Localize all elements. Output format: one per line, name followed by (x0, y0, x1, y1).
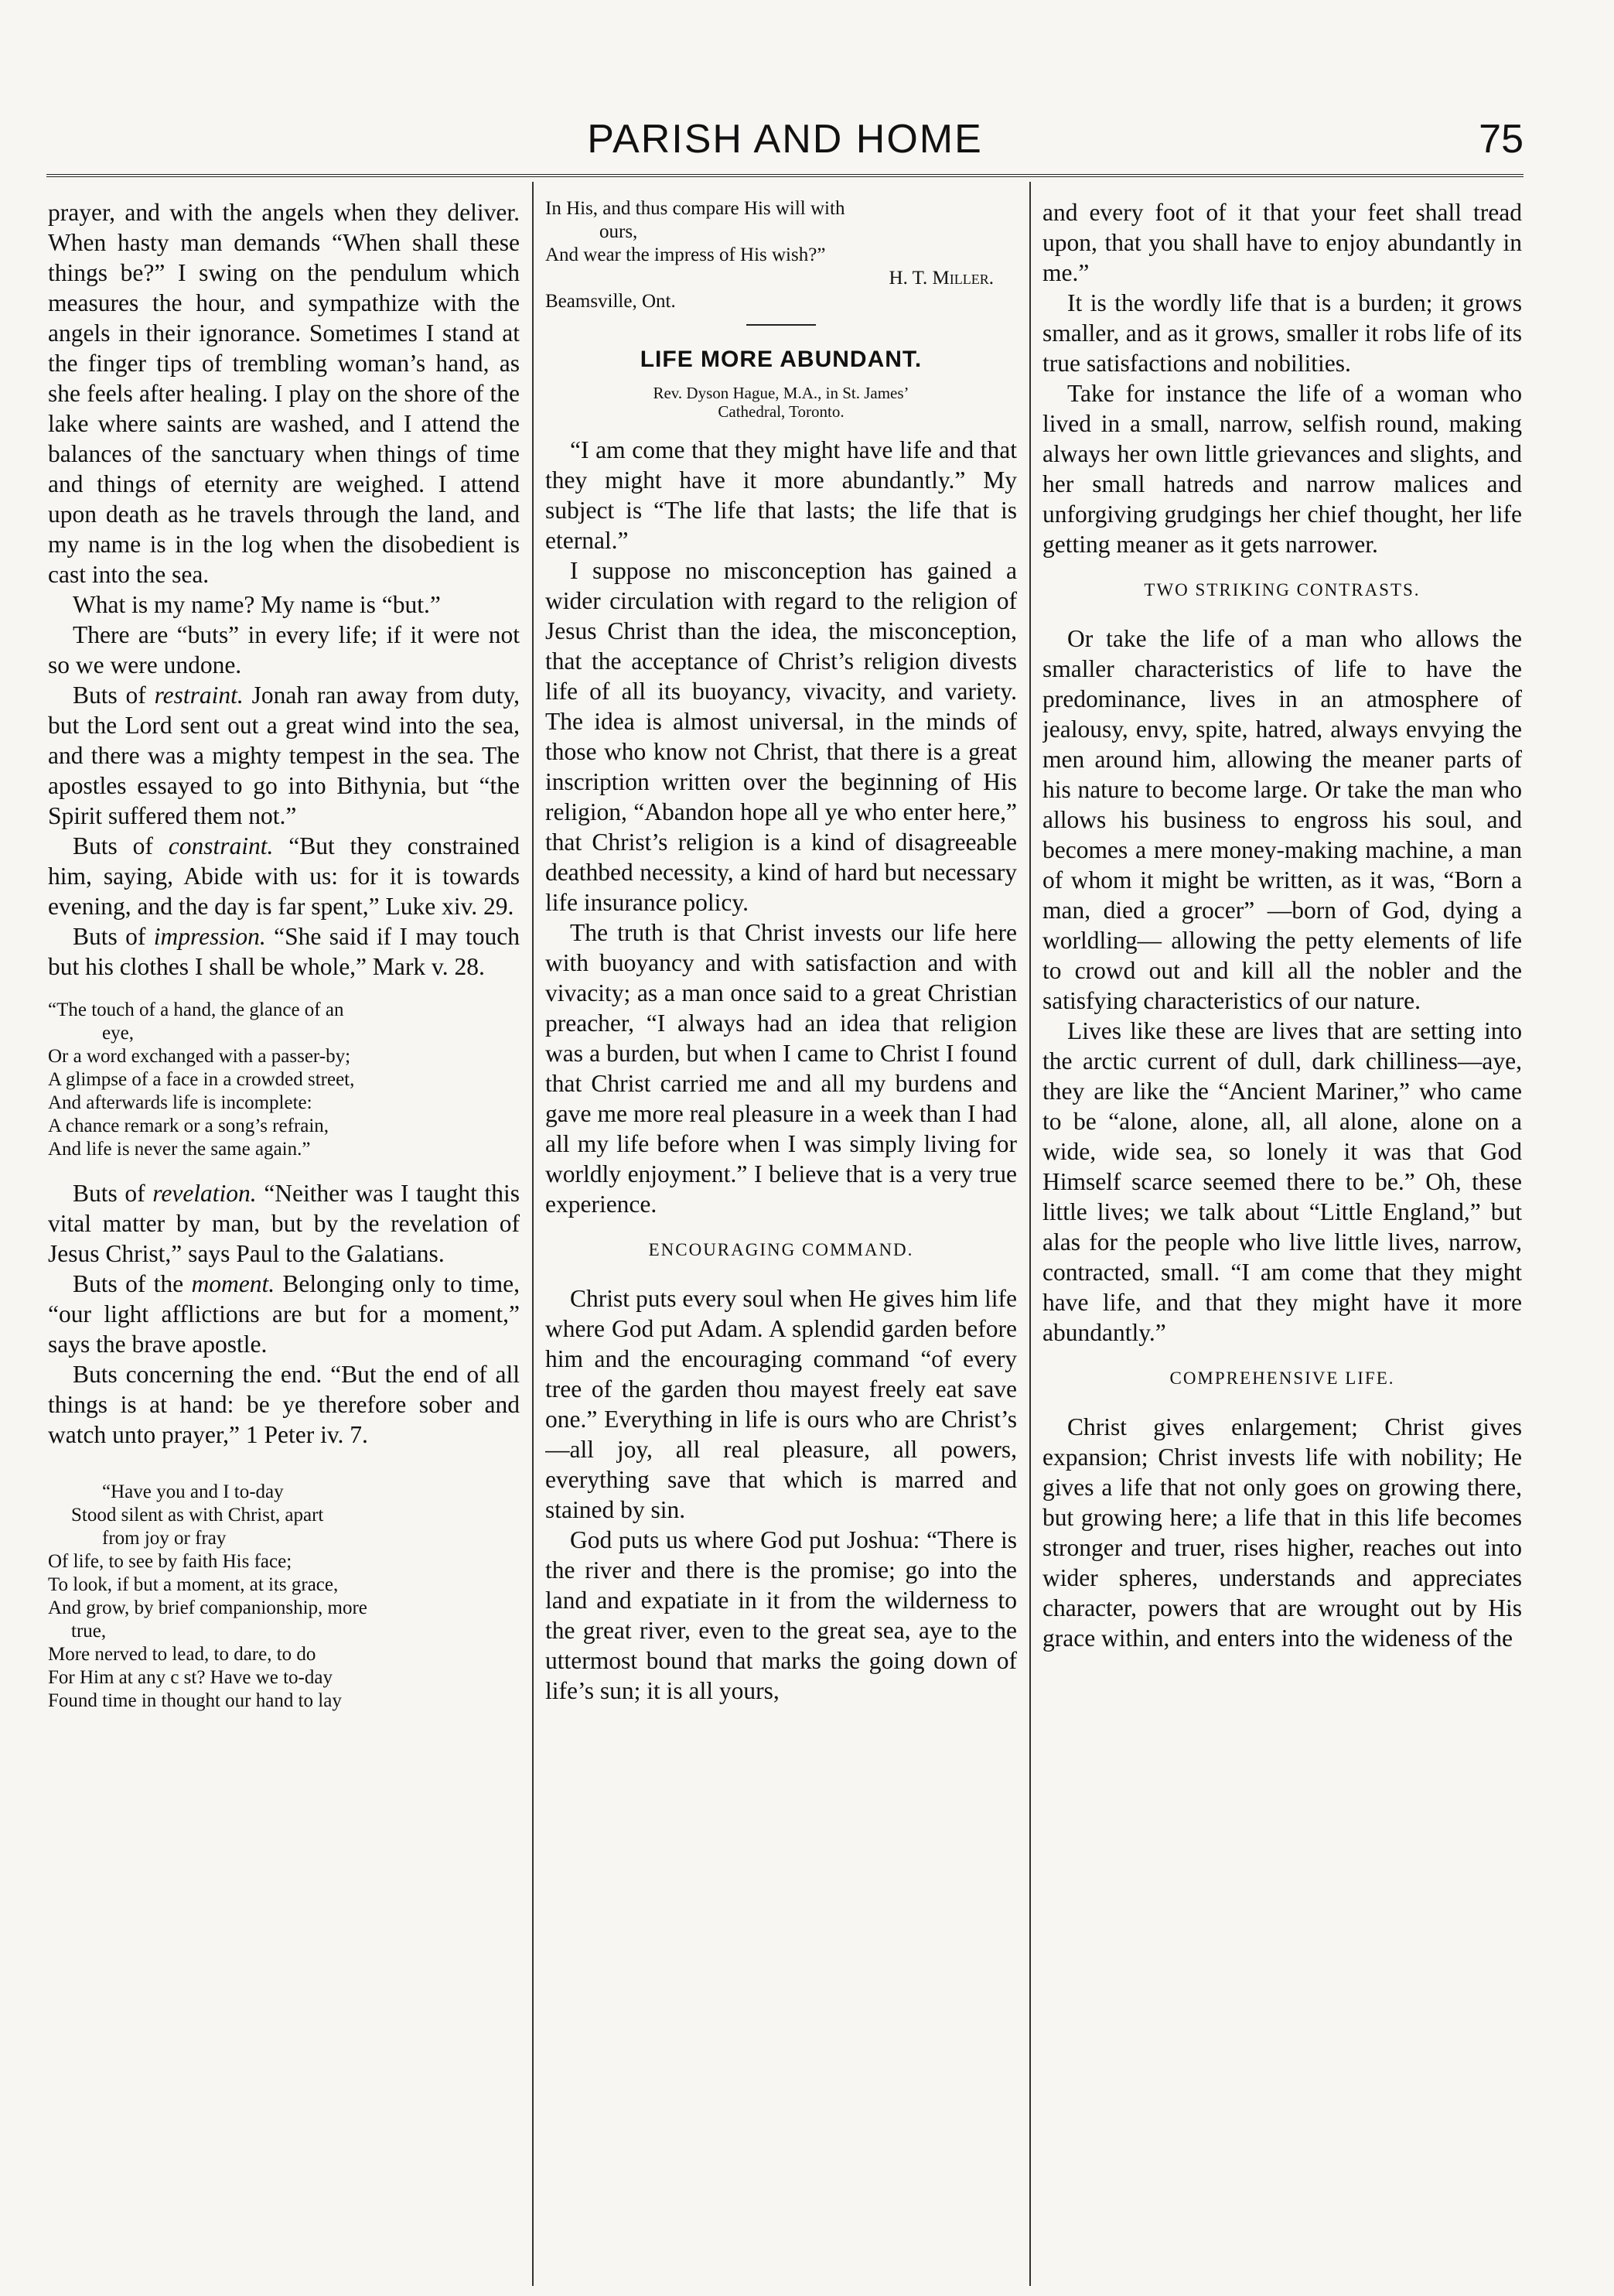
article-title: LIFE MORE ABUNDANT. (640, 347, 923, 372)
page-header (46, 116, 1524, 170)
poem-line: And afterwards life is incomplete: (48, 1092, 312, 1113)
paragraph: Christ gives enlargement; Christ gives expansion; Christ invests life with nobility; He gives a life that not only goes on growing there, but growing here; a life that in this life becomes stronger and truer, rises higher, reaches out into wider spheres, understands and appreciates character, powers that are wrought out by His grace within, and enters into the wideness of the (1042, 1413, 1522, 1652)
text-run: Jonah ran away from duty, but the Lord sent out a great wind into the sea, and there was a mighty tempest in the sea. The apostles essayed to go into Bithynia, but “the Spirit suffered them not.” (48, 682, 520, 829)
paragraph: Christ puts every soul when He gives him life where God put Adam. A splendid garden before him and the encouraging command “of every tree of the garden thou mayest freely eat save one.” Everything in life is ours who are Christ’s—all joy, all real pleasure, all powers, everything save that which is marred and stained by sin. (545, 1285, 1017, 1523)
poem-line: Found time in thought our hand to lay (48, 1690, 342, 1711)
paragraph: Lives like these are lives that are setting into the arctic current of dull, dark chilliness—aye, they are like the “Ancient Mariner,” who came to be “alone, alone, all, all alone, alone on a wide, wide sea, so lonely it was that God Himself scarce seemed there to be.” Oh, these little lives; we talk about “Little England,” but alas for the people who live little lives, narrow, contracted, small. “I am come that they might have life, and that they might have it more abundantly.” (1042, 1017, 1522, 1346)
poem-line: ours, (599, 221, 638, 242)
poem-line: from joy or fray (102, 1528, 227, 1549)
poem-line: Of life, to see by faith His face; (48, 1551, 292, 1572)
emphasis-text: restraint. (154, 682, 244, 709)
emphasis-text: revelation. (152, 1180, 257, 1207)
paragraph: It is the wordly life that is a burden; it grows smaller, and as it grows, smaller it robs life of its true satisfactions and nobilities. (1042, 289, 1522, 377)
poem-signature: H. T. Miller. (889, 268, 994, 289)
paragraph: prayer, and with the angels when they deliver. When hasty man demands “When shall these things be?” I swing on the pendulum which measures the hour, and sympathize with the angels in their ignorance. Sometimes I stand at the finger tips of trembling woman’s hand, as she feels after healing. I play on the shore of the lake where saints are washed, and I attend the balances of the sanctuary when things of time and things of eternity are weighed. I attend upon death as he travels through the land, and my name is in the log when the disobedient is cast into the sea. (48, 199, 520, 588)
poem-line: For Him at any c st? Have we to-day (48, 1667, 333, 1688)
poem-line: “Have you and I to-day (102, 1481, 284, 1502)
poem-line: More nerved to lead, to dare, to do (48, 1644, 316, 1665)
paragraph: I suppose no misconception has gained a wider circulation with regard to the religion of Jesus Christ than the idea, the misconception, that the acceptance of Christ’s religion divests life of all its buoyancy, vivacity, and variety. The idea is almost universal, in the minds of those who know not Christ, that there is a great inscription written over the beginning of His religion, “Abandon hope all ye who enter here,” that Christ’s religion is a kind of disagreeable deathbed necessity, a kind of hard but necessary life insurance policy. (545, 557, 1017, 916)
emphasis-text: impression. (153, 923, 266, 950)
paragraph: and every foot of it that your feet shall tread upon, that you shall have to enjoy abundantly in me.” (1042, 199, 1522, 286)
poem-line: A glimpse of a face in a crowded street, (48, 1069, 355, 1090)
text-run: Buts of (73, 1180, 153, 1207)
paragraph: Take for instance the life of a woman who lived in a small, narrow, selfish round, making always her own little grievances and slights, and her small hatreds and narrow malices and unforgiving grudgings her chief thought, her life getting meaner as it gets narrower. (1042, 380, 1522, 558)
section-subhead: COMPREHENSIVE LIFE. (1169, 1368, 1395, 1388)
paragraph: There are “buts” in every life; if it were not so we were undone. (48, 621, 520, 678)
poem-line: Or a word exchanged with a passer-by; (48, 1046, 351, 1067)
text-run: Buts of (73, 923, 154, 950)
paragraph (48, 680, 520, 831)
paragraph (48, 831, 520, 921)
poem-line: And life is never the same again.” (48, 1139, 311, 1160)
text-run: “But they constrained him, saying, Abide with us: for it is towards evening, and the day is far spent,” Luke xiv. 29. (48, 832, 520, 920)
column-divider (532, 182, 534, 2286)
column-1 (48, 197, 520, 2270)
place-line: Beamsville, Ont. (545, 291, 676, 312)
paragraph: Or take the life of a man who allows the smaller characteristics of life to have the predominance, lives in an atmosphere of jealousy, envy, spite, hatred, always envying the men around him, allowing the meaner parts of his nature to become large. Or take the man who allows his business to engross his soul, and becomes a mere money-making machine, a man of whom it might be written, as it was, “Born a man, died a grocer” —born of God, dying a worldling— allowing the petty elements of life to crowd out and kill all the nobler and the satisfying characteristics of our nature. (1042, 625, 1522, 1014)
column-divider (1029, 182, 1031, 2286)
paragraph (48, 1178, 520, 1269)
poem-line: To look, if but a moment, at its grace, (48, 1574, 339, 1595)
text-run: Belonging only to time, “our light afflictions are but for a moment,” says the brave apostle. (48, 1270, 520, 1358)
poem-line: eye, (102, 1023, 134, 1044)
page-number: 75 (1479, 117, 1524, 162)
poem-line: And wear the impress of His wish?” (545, 244, 826, 265)
paragraph: Buts concerning the end. “But the end of all things is at hand: be ye therefore sober and watch unto prayer,” 1 Peter iv. 7. (48, 1361, 520, 1448)
poem-quote (48, 1481, 520, 1713)
emphasis-text: constraint. (168, 832, 274, 859)
paragraph (48, 1269, 520, 1359)
poem-line: true, (71, 1621, 107, 1642)
text-run: “Neither was I taught this vital matter by man, but by the revelation of Jesus Christ,” says Paul to the Galatians. (48, 1180, 520, 1267)
text-run: Buts of the (73, 1270, 192, 1297)
poem-line: A chance remark or a song’s refrain, (48, 1116, 329, 1136)
paragraph (48, 921, 520, 982)
publication-title: PARISH AND HOME (587, 117, 983, 162)
byline-line: Rev. Dyson Hague, M.A., in St. James’ (653, 384, 909, 402)
poem-line: Stood silent as with Christ, apart (71, 1505, 324, 1526)
article-byline (545, 384, 1017, 421)
paragraph: What is my name? My name is “but.” (73, 591, 441, 618)
column-2 (545, 197, 1017, 2270)
section-subhead: TWO STRIKING CONTRASTS. (1144, 580, 1421, 600)
header-rule (46, 174, 1524, 177)
section-subhead: ENCOURAGING COMMAND. (648, 1240, 914, 1259)
text-run: Buts of (73, 682, 155, 709)
byline-line: Cathedral, Toronto. (718, 402, 845, 421)
poem-quote (48, 999, 520, 1161)
poem-line: And grow, by brief companionship, more (48, 1597, 367, 1618)
text-run: “She said if I may touch but his clothes I shall be whole,” Mark v. 28. (48, 923, 520, 980)
poem-line: “The touch of a hand, the glance of an (48, 999, 344, 1020)
paragraph: God puts us where God put Joshua: “There is the river and there is the promise; go into the land and expatiate in it from the wilderness to the great river, even to the great sea, aye to the uttermost bound that marks the going down of life’s sun; it is all yours, (545, 1526, 1017, 1704)
paragraph: “I am come that they might have life and that they might have it more abundantly.” My subject is “The life that lasts; the life that is eternal.” (545, 436, 1017, 554)
text-run: Buts of (73, 832, 169, 859)
emphasis-text: moment. (191, 1270, 275, 1297)
paragraph: The truth is that Christ invests our life here with buoyancy and with satisfaction and with vivacity; as a man once said to a great Christian preacher, “I always had an idea that religion was a burden, but when I came to Christ I found that Christ carried me and all my burdens and gave me more real pleasure in a week than I had all my life before when I was simply living for worldly enjoyment.” I believe that is a very true experience. (545, 919, 1017, 1218)
column-3 (1042, 197, 1522, 2270)
poem-line: In His, and thus compare His will with (545, 198, 845, 219)
poem-quote (545, 197, 1017, 267)
section-divider (746, 324, 816, 326)
